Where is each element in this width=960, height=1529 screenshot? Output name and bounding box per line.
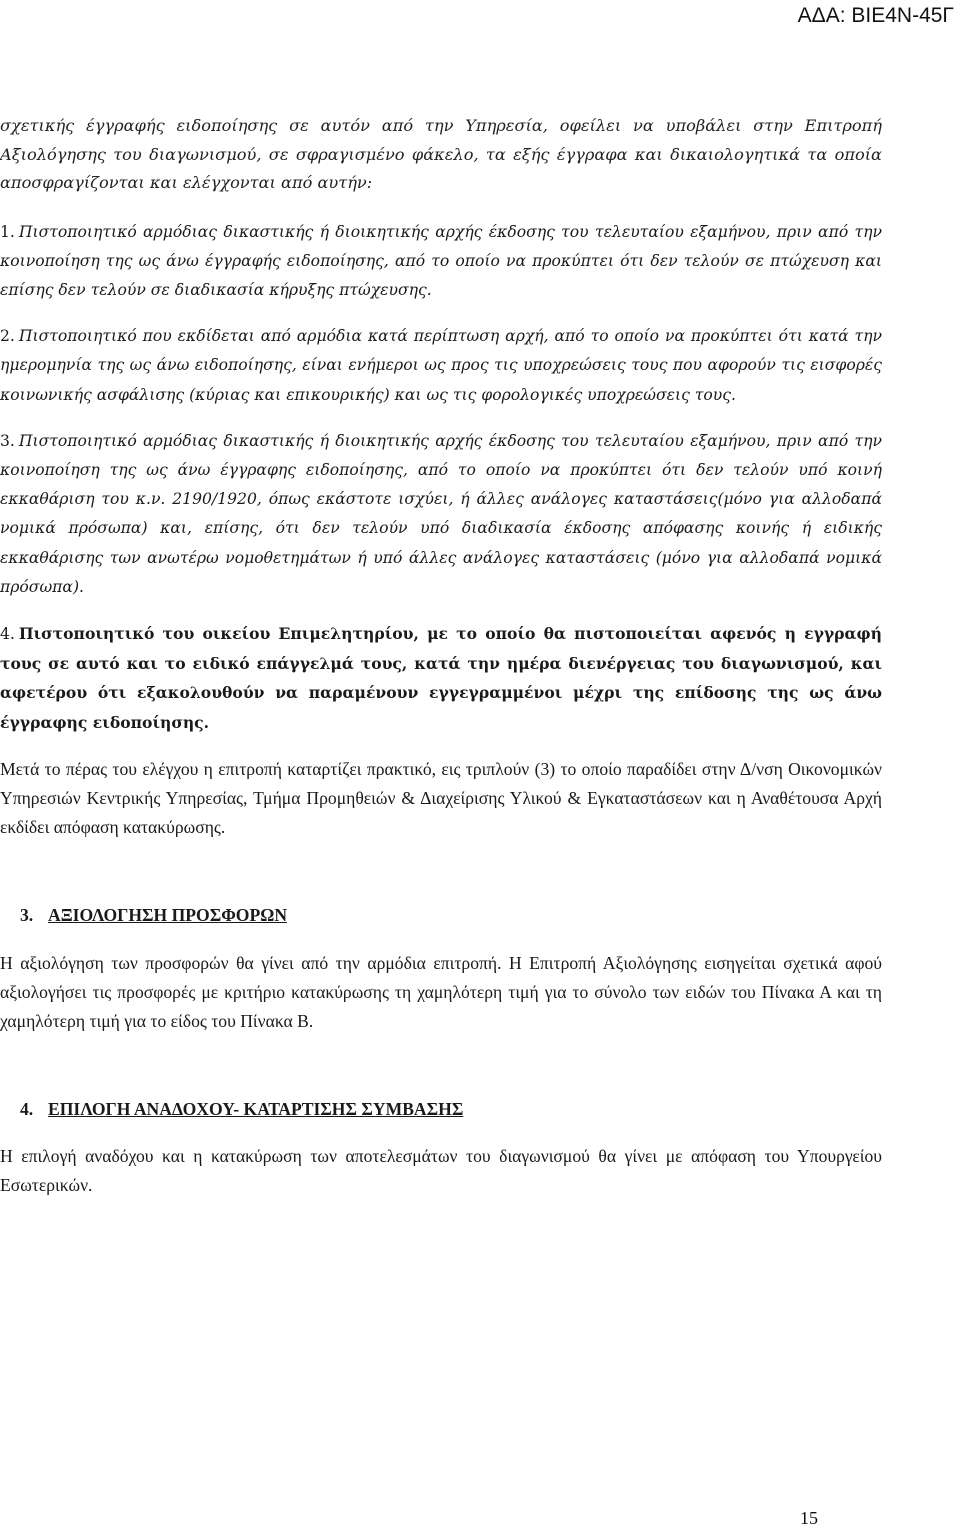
- document-page: [0, 112, 882, 1200]
- ada-header: ΑΔΑ: ΒΙΕ4Ν-45Γ: [797, 4, 954, 27]
- evaluation-paragraph: Η αξιολόγηση των προσφορών θα γίνει από την αρμόδια επιτροπή. Η Επιτροπή Αξιολόγησης εισηγείται σχετικά αφού αξιολογήσει τις προσφορές με κριτήριο κατακύρωσης τη χαμηλότερη τιμή για το σύνολο των ειδών του Πίνακα Α και τη χαμηλότερη τιμή για το είδος του Πίνακα Β.: [0, 952, 882, 1031]
- contractor-paragraph: Η επιλογή αναδόχου και η κατακύρωση των αποτελεσμάτων του διαγωνισμού θα γίνει με απόφαση του Υπουργείου Εσωτερικών.: [0, 1145, 882, 1195]
- item-number: 2.: [0, 327, 15, 346]
- intro-paragraph: σχετικής έγγραφής ειδοποίησης σε αυτόν από την Υπηρεσία, οφείλει να υποβάλει στην Επιτροπή Αξιολόγησης του διαγωνισμού, σε σφραγισμένο φάκελο, τα εξής έγγραφα και δικαιολογητικά τα οποία αποσφραγίζονται και ελέγχονται από αυτήν:: [0, 116, 882, 192]
- item-number: 3.: [0, 431, 15, 450]
- section-title: ΑΞΙΟΛΟΓΗΣΗ ΠΡΟΣΦΟΡΩΝ: [48, 904, 288, 925]
- section-heading-evaluation: [0, 905, 882, 926]
- requirement-item-3: [0, 427, 882, 602]
- page-number: 15: [800, 1508, 818, 1528]
- section-heading-contractor: [0, 1099, 882, 1120]
- requirement-item-1: [0, 218, 882, 306]
- item-number: 1.: [0, 222, 15, 241]
- section-number: 3.: [20, 904, 34, 925]
- requirement-item-4: [0, 619, 882, 737]
- item-text: Πιστοποιητικό αρμόδιας δικαστικής ή διοικητικής αρχής έκδοσης του τελευταίου εξαμήνου, πριν από την κοινοποίηση της ως άνω έγγραφής ειδοποίησης, από το οποίο να προκύπτει ότι δεν τελούν σε πτώχευση και επίσης δεν τελούν σε διαδικασία κήρυξης πτώχευσης.: [0, 222, 882, 299]
- requirement-item-2: [0, 322, 882, 410]
- item-text: Πιστοποιητικό αρμόδιας δικαστικής ή διοικητικής αρχής έκδοσης του τελευταίου εξαμήνου, πριν από την κοινοποίηση της ως άνω έγγραφης ειδοποίησης, από το οποίο να προκύπτει ότι δεν τελούν υπό κοινή εκκαθάριση του κ.ν. 2190/1920, όπως εκάστοτε ισχύει, ή άλλες ανάλογες καταστάσεις(μόνο για αλλοδαπά νομικά πρόσωπα) και, επίσης, ότι δεν τελούν υπό διαδικασία έκδοσης απόφασης κοινής ή ειδικής εκκαθάρισης των ανωτέρω νομοθετημάτων ή υπό άλλες ανάλογες καταστάσεις (μόνο για αλλοδαπά νομικά πρόσωπα).: [0, 431, 882, 596]
- section-number: 4.: [20, 1098, 34, 1119]
- item-text: Πιστοποιητικό που εκδίδεται από αρμόδια κατά περίπτωση αρχή, από το οποίο να προκύπτει ότι κατά την ημερομηνία της ως άνω ειδοποίησης, είναι ενήμεροι ως προς τις υποχρεώσεις τους που αφορούν τις εισφορές κοινωνικής ασφάλισης (κύριας και επικουρικής) και ως τις φορολογικές υποχρεώσεις τους.: [0, 327, 882, 404]
- section-title: ΕΠΙΛΟΓΗ ΑΝΑΔΟΧΟΥ- ΚΑΤΑΡΤΙΣΗΣ ΣΥΜΒΑΣΗΣ: [48, 1098, 464, 1119]
- item-number: 4.: [0, 624, 15, 643]
- closing-paragraph: Μετά το πέρας του ελέγχου η επιτροπή καταρτίζει πρακτικό, εις τριπλούν (3) το οποίο παραδίδει στην Δ/νση Οικονομικών Υπηρεσιών Κεντρικής Υπηρεσίας, Τμήμα Προμηθειών & Διαχείρισης Υλικού & Εγκαταστάσεων και η Αναθέτουσα Αρχή εκδίδει απόφαση κατακύρωσης.: [0, 758, 882, 837]
- item-text: Πιστοποιητικό του οικείου Επιμελητηρίου, με το οποίο θα πιστοποιείται αφενός η εγγραφή τους σε αυτό και το ειδικό επάγγελμά τους, κατά την ημέρα διενέργειας του διαγωνισμού, και αφετέρου ότι εξακολουθούν να παραμένουν εγγεγραμμένοι μέχρι της επίδοσης της ως άνω έγγραφης ειδοποίησης.: [0, 623, 882, 732]
